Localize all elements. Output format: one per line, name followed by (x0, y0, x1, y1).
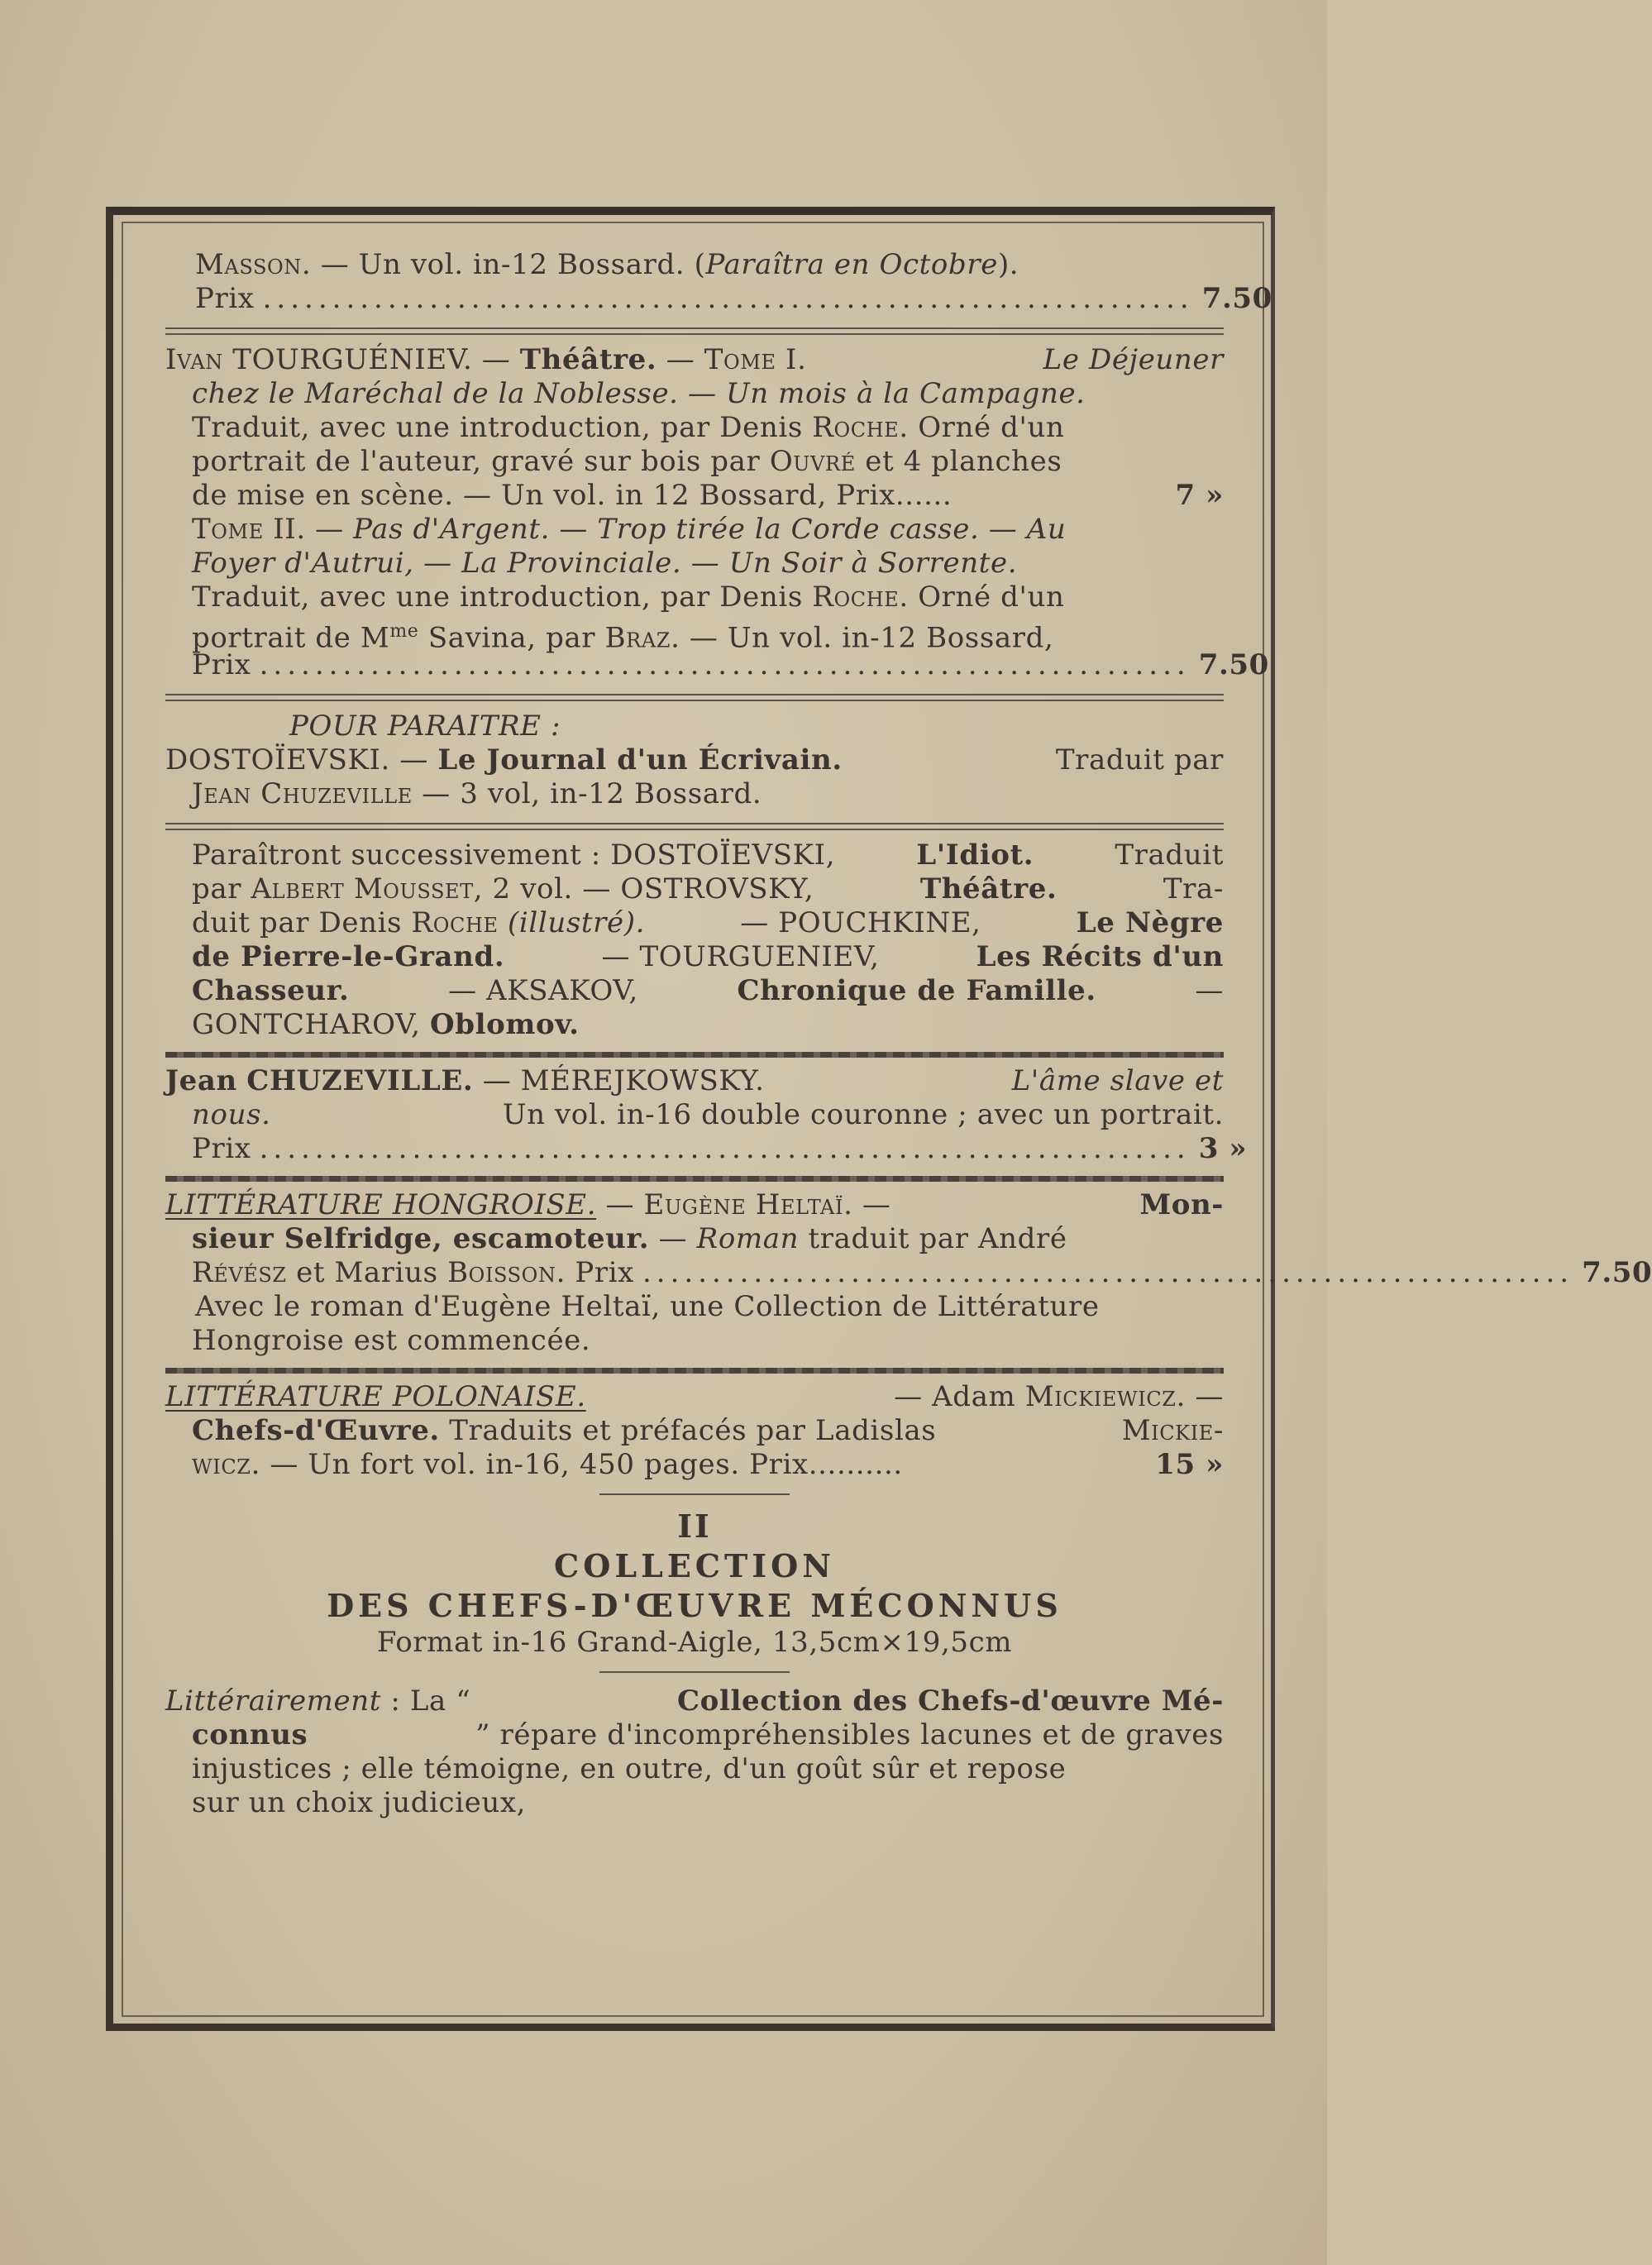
engraver-name: Ouvré (769, 445, 856, 478)
book-title: Mon- (1139, 1188, 1224, 1221)
text: — AKSAKOV, (448, 974, 638, 1007)
section-divider (165, 694, 1224, 701)
entry-pour-paraitre (165, 710, 1224, 811)
book-title: connus (192, 1718, 308, 1751)
entry-polonaise (165, 1380, 1224, 1482)
text: — POUCHKINE, (740, 906, 981, 939)
text: : La “ (381, 1684, 471, 1718)
section-divider (165, 823, 1224, 830)
text: Tra- (1163, 872, 1224, 906)
text: Traduits et préfacés par Ladislas (439, 1414, 937, 1447)
price-label: Prix (192, 648, 251, 681)
price-value: 15 » (1155, 1448, 1224, 1481)
author-heltai: Eugène Heltaï. (643, 1188, 853, 1221)
collection-number: II (677, 1508, 712, 1545)
text: et Marius (286, 1256, 448, 1289)
dot-leader: ................................................................... (259, 1132, 1191, 1165)
superscript: me (389, 621, 419, 642)
hongroise-note: Avec le roman d'Eugène Heltaï, une Collection de Littérature (195, 1290, 1100, 1323)
dash: — (1185, 1380, 1224, 1413)
section-heading: LITTÉRATURE HONGROISE. (165, 1188, 597, 1221)
translator-name: Révész (192, 1256, 287, 1289)
book-title: de Pierre-le-Grand. (192, 940, 505, 973)
translator-name: Roche (411, 906, 499, 939)
collection-subtitle: DES CHEFS-D'ŒUVRE MÉCONNUS (327, 1587, 1062, 1624)
litterairement-line-3: injustices ; elle témoigne, en outre, d'un goût sûr et repose (192, 1752, 1067, 1785)
author-dostoievski: DOSTOÏEVSKI. (165, 743, 390, 777)
dash: — (389, 743, 438, 777)
book-title: Collection des Chefs-d'œuvre Mé- (677, 1684, 1224, 1718)
text: Traduit (1115, 839, 1224, 872)
book-title: Chronique de Famille. (737, 974, 1096, 1007)
hongroise-line-2 (165, 1222, 1224, 1256)
tome-2-desc-1 (165, 581, 1224, 614)
section-divider (165, 1052, 1224, 1058)
text: . — Un vol. in-12 Bossard, (671, 621, 1054, 655)
entry-paraitront (165, 839, 1224, 1042)
price-value: 7 » (1175, 479, 1224, 512)
text: — Adam (894, 1380, 1025, 1413)
text: Traduit, avec une introduction, par Denis (192, 581, 803, 614)
text: — Un fort vol. in-16, 450 pages. Prix.......... (260, 1448, 903, 1481)
book-title: Oblomov. (430, 1008, 580, 1041)
book-title: sieur Selfridge, escamoteur. (192, 1222, 650, 1255)
author-first-name: Jean (165, 1064, 237, 1097)
dash: — (657, 343, 704, 376)
price-value: 3 » (1198, 1132, 1248, 1165)
litterairement-line-1 (165, 1684, 1224, 1718)
text: — TOURGUENIEV, (601, 940, 880, 973)
masson-price-line (165, 282, 1272, 316)
polonaise-line-2 (165, 1414, 1224, 1448)
dash: — (596, 1188, 644, 1221)
lead-word: Littérairement (165, 1684, 381, 1718)
text: . Orné d'un (899, 411, 1065, 444)
collection-header (165, 1507, 1224, 1660)
entry-hongroise (165, 1188, 1652, 1358)
hongroise-line-1 (165, 1188, 1224, 1222)
dot-leader: ................................................................... (642, 1256, 1574, 1289)
book-title: Théâtre. (919, 872, 1058, 906)
book-title: L'âme slave et (1011, 1064, 1224, 1097)
author-first-name: Ivan (165, 343, 223, 376)
tome-1-title-cont: chez le Maréchal de la Noblesse. — Un mois à la Campagne. (192, 377, 1086, 410)
price-label: Prix (192, 1132, 251, 1165)
tome-1-desc-1 (165, 411, 1224, 445)
masson-desc: . — Un vol. in-12 Bossard. ( (301, 248, 706, 281)
book-title: Chefs-d'Œuvre. (192, 1414, 440, 1447)
translator-name: Mickie- (1121, 1414, 1224, 1447)
author-chuzeville: CHUZEVILLE. (246, 1064, 474, 1097)
hongroise-line-3 (165, 1256, 1652, 1290)
author-tourgueniev: TOURGUÉNIEV. (232, 343, 473, 376)
text: Traduit par (1055, 743, 1224, 777)
text: portrait de M (192, 621, 390, 655)
text: . Orné d'un (899, 581, 1065, 614)
text: , 2 vol. — OSTROVSKY, (473, 872, 814, 906)
masson-note: Paraîtra en Octobre (705, 248, 998, 281)
polonaise-line-3 (165, 1448, 1224, 1482)
collection-format: Format in-16 Grand-Aigle, 13,5cm×19,5cm (376, 1626, 1013, 1659)
paraitront-line-3 (165, 906, 1224, 940)
section-divider (165, 1368, 1224, 1374)
text: Traduit, avec une introduction, par Denis (192, 411, 803, 444)
translator-name: Roche (812, 411, 900, 444)
book-title: Les Récits d'un (976, 940, 1224, 973)
tome-2-label: Tome II. (192, 513, 306, 546)
tome-2-line-1 (165, 513, 1224, 547)
section-divider (165, 327, 1224, 335)
paraitront-line-5 (165, 974, 1224, 1008)
text: de mise en scène. — Un vol. in 12 Bossard, Prix...... (192, 479, 953, 512)
dash: — (472, 343, 520, 376)
book-title: nous. (192, 1098, 271, 1131)
tome-2-price-line (165, 648, 1269, 682)
catalogue-content (165, 248, 1652, 1820)
dot-leader: ................................................................... (262, 282, 1194, 315)
chuzeville-price-line (165, 1132, 1248, 1166)
text: Paraîtront successivement : DOSTOÏEVSKI, (192, 839, 836, 872)
translator-name: Roche (812, 581, 900, 614)
text: et 4 planches (865, 445, 1062, 478)
text: — 3 vol, in-12 Bossard. (412, 777, 762, 810)
paraitront-line-6 (165, 1008, 1224, 1042)
dot-leader: ................................................................... (259, 648, 1191, 681)
litterairement-line-2 (165, 1718, 1224, 1752)
text: duit par Denis (192, 906, 403, 939)
tome-2-title-cont: Foyer d'Autrui, — La Provinciale. — Un Soir à Sorrente. (192, 547, 1018, 580)
price-value: 7.50 (1198, 648, 1269, 681)
translator-name: wicz. (192, 1448, 260, 1481)
entry-chuzeville (165, 1064, 1248, 1166)
artist-name: Braz (604, 621, 671, 655)
litterairement-line-4: sur un choix judicieux, (192, 1786, 527, 1819)
book-title: Chasseur. (192, 974, 350, 1007)
dash: — (852, 1188, 891, 1221)
book-title: L'Idiot. (916, 839, 1034, 872)
masson-close: ). (997, 248, 1019, 281)
text: GONTCHAROV, (192, 1008, 421, 1041)
text: Un vol. in-16 double couronne ; avec un portrait. (502, 1098, 1224, 1131)
text: — MÉREJKOWSKY. (473, 1064, 765, 1097)
polonaise-line-1 (165, 1380, 1224, 1414)
tome-1-desc-3 (165, 479, 1224, 513)
paraitront-line-1 (165, 839, 1224, 872)
price-label: . Prix (556, 1256, 634, 1289)
entry-masson (165, 248, 1272, 316)
entry-litterairement (165, 1684, 1224, 1820)
translator-name: Albert Mousset (251, 872, 474, 906)
genre-theatre: Théâtre. (519, 343, 657, 376)
author-mickiewicz: Mickiewicz. (1024, 1380, 1186, 1413)
dash: — (649, 1222, 697, 1255)
section-heading: LITTÉRATURE POLONAISE. (165, 1380, 586, 1413)
tourgueniev-line-1 (165, 343, 1224, 377)
text: — (1195, 974, 1224, 1007)
book-title: Le Nègre (1076, 906, 1224, 939)
tome-1-desc-2 (165, 445, 1224, 479)
dostoievski-line (165, 743, 1224, 777)
tome-1-title: Le Déjeuner (1043, 343, 1224, 376)
chuzeville-line-2 (165, 1098, 1224, 1132)
translator-name: Jean Chuzeville (192, 777, 413, 810)
price-value: 7.50 (1201, 282, 1272, 315)
tome-1-label: Tome I. (704, 343, 807, 376)
masson-line-1 (165, 248, 1224, 282)
text: Roman (696, 1222, 800, 1255)
text: Savina, par (427, 621, 596, 655)
entry-tourgueniev (165, 343, 1269, 682)
paraitront-line-4 (165, 940, 1224, 974)
text: portrait de l'auteur, gravé sur bois par (192, 445, 761, 478)
pour-paraitre-heading: POUR PARAITRE : (289, 710, 561, 743)
tome-2-desc-2 (165, 614, 1224, 655)
collection-title: COLLECTION (554, 1547, 835, 1584)
text: par (192, 872, 242, 906)
text: ” répare d'incompréhensibles lacunes et de graves (475, 1718, 1224, 1751)
chuzeville-line-1 (165, 1064, 1224, 1098)
text: traduit par André (799, 1222, 1067, 1255)
dostoievski-line-2 (165, 777, 1224, 811)
tome-2-title: — Pas d'Argent. — Trop tirée la Corde casse. — Au (315, 513, 1067, 546)
translator-name: Boisson (447, 1256, 556, 1289)
section-divider (165, 1176, 1224, 1182)
text: (illustré). (508, 906, 645, 939)
hongroise-note-cont: Hongroise est commencée. (192, 1324, 591, 1357)
price-value: 7.50 (1582, 1256, 1652, 1289)
price-label: Prix (195, 282, 255, 315)
book-title: Le Journal d'un Écrivain. (437, 743, 843, 777)
paraitront-line-2 (165, 872, 1224, 906)
author-masson: Masson (195, 248, 302, 281)
